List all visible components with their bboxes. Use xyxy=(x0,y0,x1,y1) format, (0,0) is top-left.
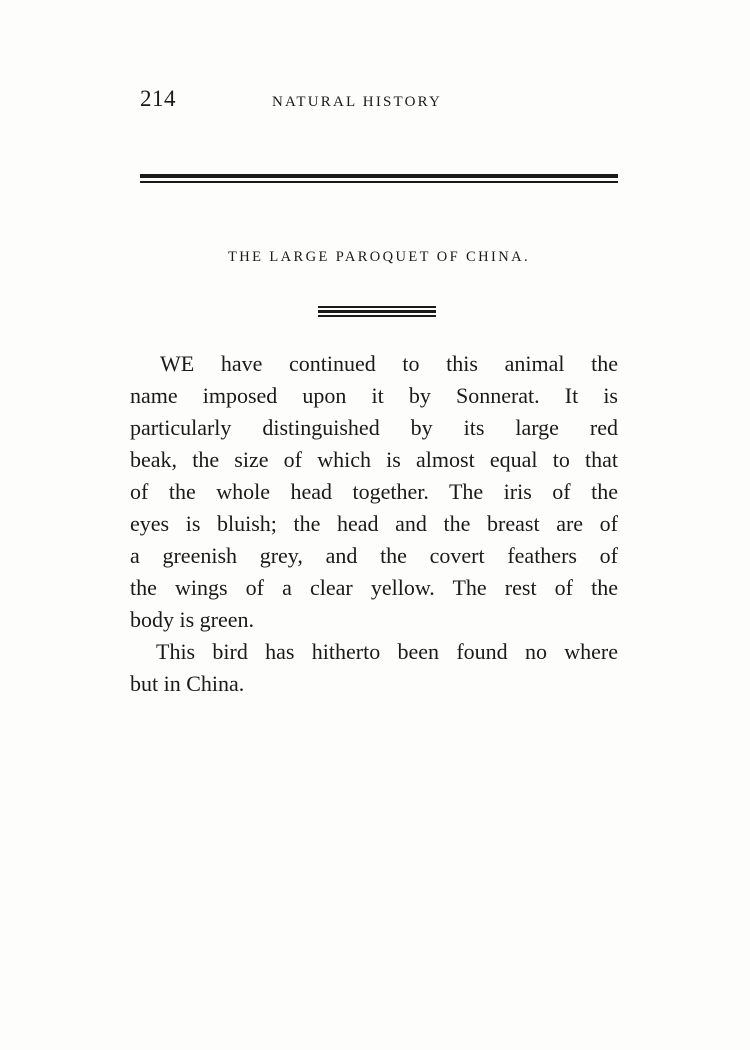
paragraph-1-line-9: body is green. xyxy=(130,607,255,632)
article-title: THE LARGE PAROQUET OF CHINA. xyxy=(227,249,531,265)
paragraph-2-line-1: This bird has hitherto been found no where xyxy=(156,639,618,664)
title-ornament-rule xyxy=(318,306,436,316)
paragraph-1-line-7: a greenish grey, and the covert feathers of xyxy=(130,543,618,568)
paragraph-1-line-5: of the whole head together. The iris of the xyxy=(130,479,618,504)
paragraph-1-line-3: particularly distinguished by its large red xyxy=(130,415,618,440)
paragraph-2-line-2: but in China. xyxy=(130,671,245,696)
paragraph-1-line-2: name imposed upon it by Sonnerat. It is xyxy=(130,383,618,408)
running-title: NATURAL HISTORY xyxy=(272,94,443,110)
header-rule-thick xyxy=(140,174,618,178)
page-number: 214 xyxy=(140,86,176,111)
title-rule-bottom xyxy=(318,315,436,317)
paragraph-1-line-1: WE have continued to this animal the xyxy=(160,351,618,376)
header-rule-thin xyxy=(140,181,618,183)
title-rule-middle xyxy=(318,310,436,313)
running-head xyxy=(140,86,618,116)
paragraph-1-line-6: eyes is bluish; the head and the breast are of xyxy=(130,511,618,536)
paragraph-1-line-8: the wings of a clear yellow. The rest of the xyxy=(130,575,618,600)
paragraph-1-line-4: beak, the size of which is almost equal to that xyxy=(130,447,618,472)
header-double-rule xyxy=(140,174,618,186)
title-rule-top xyxy=(318,306,436,308)
article-body xyxy=(130,348,618,700)
